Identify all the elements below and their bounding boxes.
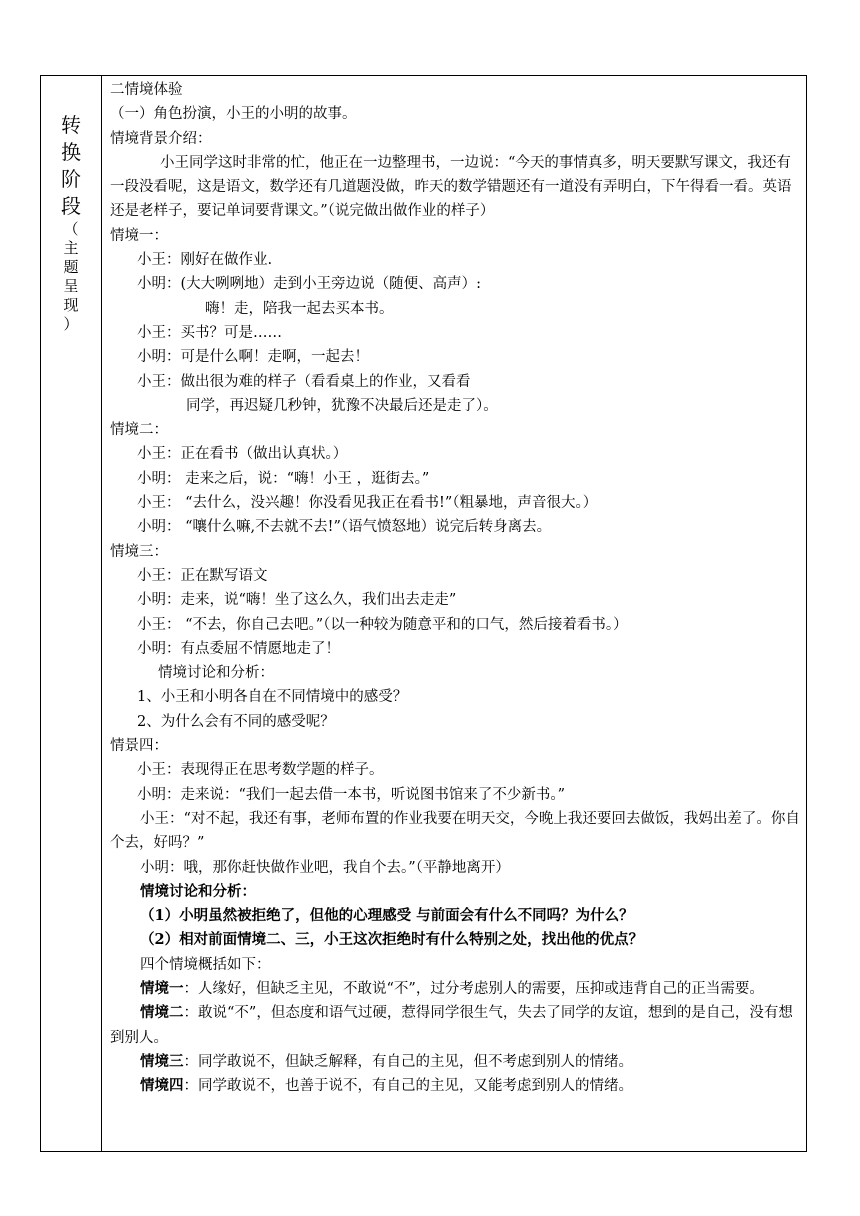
dialogue-line: 小明： “嚷什么嘛,不去就不去!”（语气愤怒地）说完后转身离去。 [137,519,552,536]
section-heading: 二情境体验 [110,82,183,98]
dialogue-line: 小王：“对不起，我还有事，老师布置的作业我要在明天交，今晚上我还要回去做饭，我妈出差了。你自个去，好吗？” [110,810,800,852]
dialogue-line: 小明： 走来之后，说：“嗨！小王 ，逛街去。” [137,470,430,487]
dialogue-line: 小王：做出很为难的样子（看看桌上的作业，又看看 [137,373,471,390]
stage-char: 换 [61,140,81,164]
stage-char: 段 [61,194,81,218]
dialogue-line: 小王：正在默写语文 [137,567,268,584]
summary-heading: 四个情境概括如下： [140,956,271,973]
dialogue-line: 小明：走来说：“我们一起去借一本书，听说图书馆来了不少新书。” [137,786,566,803]
stage-sub-char: 主 [63,239,79,257]
summary-text: ：敢说“不”，但态度和语气过硬，惹得同学很生气，失去了同学的友谊，想到的是自己，没有想到别人。 [110,1005,793,1046]
dialogue-line: 嗨！走，陪我一起去买本书。 [205,300,394,317]
dialogue-line: 小明：可是什么啊！走啊，一起去！ [137,349,369,366]
dialogue-line: 小明：哦，那你赶快做作业吧，我自个去。”（平静地离开） [140,859,510,876]
summary-item [110,1074,800,1098]
summary-text: ：同学敢说不，但缺乏解释，有自己的主见，但不考虑到别人的情绪。 [183,1053,633,1070]
lesson-content [110,78,800,1098]
dialogue-line: 小王： “不去，你自己去吧。”（以一种较为随意平和的口气，然后接着看书。） [137,616,628,633]
scene-heading: 情境二： [110,422,168,439]
summary-label: 情境二 [140,1004,184,1022]
dialogue-line: 同学，再迟疑几秒钟，犹豫不决最后还是走了）。 [186,397,498,414]
dialogue-line: 小明：有点委屈不情愿地走了！ [137,640,340,657]
discussion-question: 2、为什么会有不同的感受呢？ [137,713,335,730]
stage-sub-char: ） [63,315,79,333]
discussion-question: （1）小明虽然被拒绝了，但他的心理感受 与前面会有什么不同吗？为什么？ [140,907,634,925]
dialogue-line: 小王： “去什么，没兴趣！你没看见我正在看书!”（粗暴地，声音很大。） [137,495,598,512]
dialogue-line: 小王：表现得正在思考数学题的样子。 [137,762,384,779]
background-paragraph: 小王同学这时非常的忙，他正在一边整理书，一边说：“今天的事情真多，明天要默写课文，我还有一段没看呢，这是语文，数学还有几道题没做，昨天的数学错题还有一道没有弄明白，下午得看一看。英语还是老样子，要记单词要背课文。”（说完做出做作业的样子） [110,154,792,220]
stage-sub-char: 呈 [63,277,79,295]
dialogue-line: 小明：走来，说“嗨！坐了这么久，我们出去走走” [137,592,457,609]
summary-label: 情境三 [140,1052,184,1070]
discussion-heading: 情境讨论和分析： [158,665,274,682]
dialogue-line: 小王：买书？可是…… [137,324,282,341]
dialogue-line: 小明：(大大咧咧地）走到小王旁边说（随便、高声）: [137,276,482,293]
stage-sub-char: 现 [63,296,79,314]
subsection-heading: （一）角色扮演，小王的小明的故事。 [110,106,357,123]
column-divider [101,75,102,1152]
summary-label: 情境一 [140,979,184,997]
summary-item [110,1050,800,1074]
scene-heading: 情境一： [110,227,168,244]
summary-text: ：同学敢说不，也善于说不，有自己的主见，又能考虑到别人的情绪。 [183,1078,633,1095]
stage-label [41,112,101,334]
background-heading: 情境背景介绍： [110,130,212,147]
stage-sub-char: （ [63,220,79,238]
summary-label: 情境四 [140,1077,184,1095]
scene-heading: 情景四： [110,738,168,755]
discussion-question: 1、小王和小明各自在不同情境中的感受？ [137,689,408,706]
scene-heading: 情境三： [110,543,168,560]
stage-char: 转 [61,113,81,137]
summary-item [110,977,800,1001]
dialogue-line: 小王：刚好在做作业. [137,252,273,269]
summary-item [110,1001,800,1050]
stage-char: 阶 [61,167,81,191]
dialogue-line: 小王：正在看书（做出认真状。） [137,446,348,463]
discussion-heading: 情境讨论和分析： [140,882,256,900]
discussion-question: （2）相对前面情境二、三，小王这次拒绝时有什么特别之处，找出他的优点？ [140,931,644,949]
summary-text: ：人缘好，但缺乏主见，不敢说“不”，过分考虑别人的需要，压抑或违背自己的正当需要。 [183,980,764,997]
stage-sub-char: 题 [63,258,79,276]
